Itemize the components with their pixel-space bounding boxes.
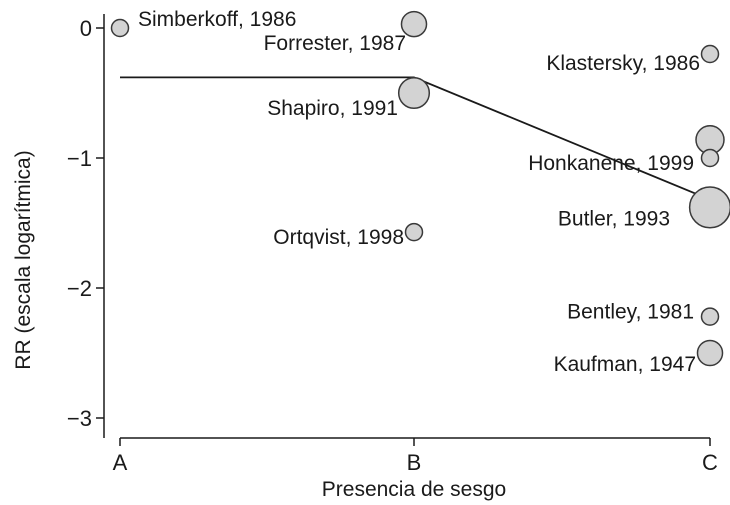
x-tick-label: C bbox=[702, 450, 718, 475]
x-tick-label: A bbox=[112, 450, 128, 475]
x-axis-title: Presencia de sesgo bbox=[321, 478, 507, 501]
data-point-label: Forrester, 1987 bbox=[263, 32, 406, 56]
data-point-label: Klastersky, 1986 bbox=[546, 52, 700, 75]
data-point bbox=[112, 20, 129, 37]
y-axis-title: RR (escala logarítmica) bbox=[12, 150, 35, 370]
data-point-label: Bentley, 1981 bbox=[567, 300, 694, 324]
data-point bbox=[690, 187, 730, 228]
data-point-label: Butler, 1993 bbox=[557, 207, 670, 231]
data-point-label: Honkanene, 1999 bbox=[528, 151, 694, 175]
y-tick-label: −2 bbox=[66, 276, 92, 301]
data-point bbox=[702, 150, 719, 167]
data-point-label: Ortqvist, 1998 bbox=[273, 226, 404, 250]
data-point-label: Kaufman, 1947 bbox=[553, 353, 696, 376]
data-point-label: Simberkoff, 1986 bbox=[138, 8, 297, 31]
x-tick-label: B bbox=[406, 450, 422, 475]
data-point-label: Shapiro, 1991 bbox=[267, 97, 398, 120]
y-tick-label: −3 bbox=[66, 406, 92, 431]
data-point bbox=[697, 340, 722, 365]
y-tick-label: −1 bbox=[66, 146, 92, 171]
data-point bbox=[399, 78, 430, 109]
y-tick-label: 0 bbox=[79, 16, 92, 41]
data-point bbox=[406, 224, 423, 241]
point-labels-group bbox=[138, 8, 700, 376]
data-point bbox=[702, 308, 719, 325]
data-point bbox=[702, 46, 719, 63]
